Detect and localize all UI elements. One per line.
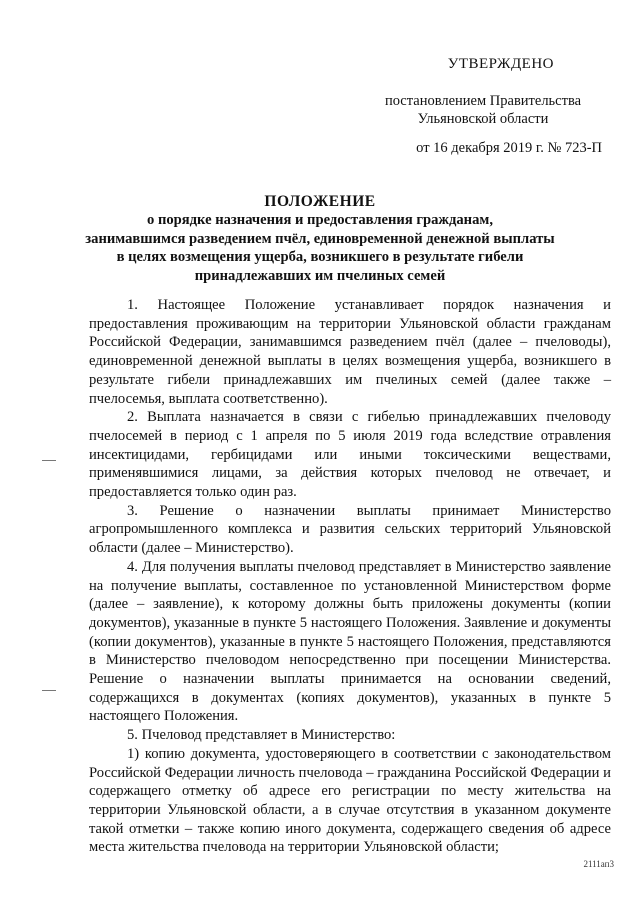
paragraph-1: 1. Настоящее Положение устанавливает порядок назначения и предоставления проживающим на территории Ульяновской области гражданам Российской Федерации, занимавшимся разведением пчёл (далее – пчеловоды), единовременной денежной выплаты в целях возмещения ущерба, возникшего в результате гибели принадлежавших им пчелиных семей (далее также – пчелосемья, выплата соответственно).	[89, 297, 611, 407]
paragraph-2: 2. Выплата назначается в связи с гибелью принадлежавших пчеловоду пчелосемей в период с 1 апреля по 5 июля 2019 года вследствие отравления инсектицидами, гербицидами или иными токсическими веществами, применявшимися лицами, за действия которых пчеловод не отвечает, и предоставляется только один раз.	[89, 409, 611, 501]
margin-mark	[42, 460, 56, 461]
margin-mark	[42, 690, 56, 691]
approval-stamp-title: УТВЕРЖДЕНО	[447, 56, 554, 72]
subtitle-line-1: о порядке назначения и предоставления гражданам,	[147, 212, 493, 228]
approval-authority-line2: Ульяновской области	[417, 111, 549, 127]
document-title: ПОЛОЖЕНИЕ	[264, 193, 376, 210]
paragraph-5-item-1: 1) копию документа, удостоверяющего в соответствии с законодательством Российской Федерации личность пчеловода – гражданина Российской Федерации и содержащего отметку об адресе его регистрации по месту жительства на территории Ульяновской области, а в случае отсутствия в указанном документе такой отметки – также копию иного документа, содержащего сведения об адресе места жительства пчеловода на территории Ульяновской области;	[89, 745, 611, 856]
approval-authority-line1: постановлением Правительства	[384, 93, 582, 109]
document-subtitle	[60, 211, 580, 285]
page-code: 2111ап3	[583, 859, 614, 869]
approval-date: от 16 декабря 2019 г. № 723-П	[416, 140, 602, 156]
paragraph-4: 4. Для получения выплаты пчеловод представляет в Министерство заявление на получение выплаты, составленное по установленной Министерством форме (далее – заявление), к которому должны быть приложены документы (копии документов), указанные в пункте 5 настоящего Положения. Заявление и документы (копии документов), указанные в пункте 5 настоящего Положения, представляются в Министерство пчеловодом непосредственно при посещении Министерства. Решение о назначении выплаты принимается на основании сведений, содержащихся в документах (копиях документов), указанных в пункте 5 настоящего Положения.	[89, 558, 611, 725]
subtitle-line-2: занимавшимся разведением пчёл, единовременной денежной выплаты	[85, 230, 555, 247]
document-body	[89, 296, 611, 857]
approval-authority	[360, 92, 606, 128]
subtitle-line-3: в целях возмещения ущерба, возникшего в результате гибели	[116, 249, 524, 265]
subtitle-line-4: принадлежавших им пчелиных семей	[194, 267, 446, 284]
paragraph-5: 5. Пчеловод представляет в Министерство:	[127, 727, 396, 744]
paragraph-3: 3. Решение о назначении выплаты принимает Министерство агропромышленного комплекса и развития сельских территорий Ульяновской области (далее – Министерство).	[89, 502, 611, 557]
